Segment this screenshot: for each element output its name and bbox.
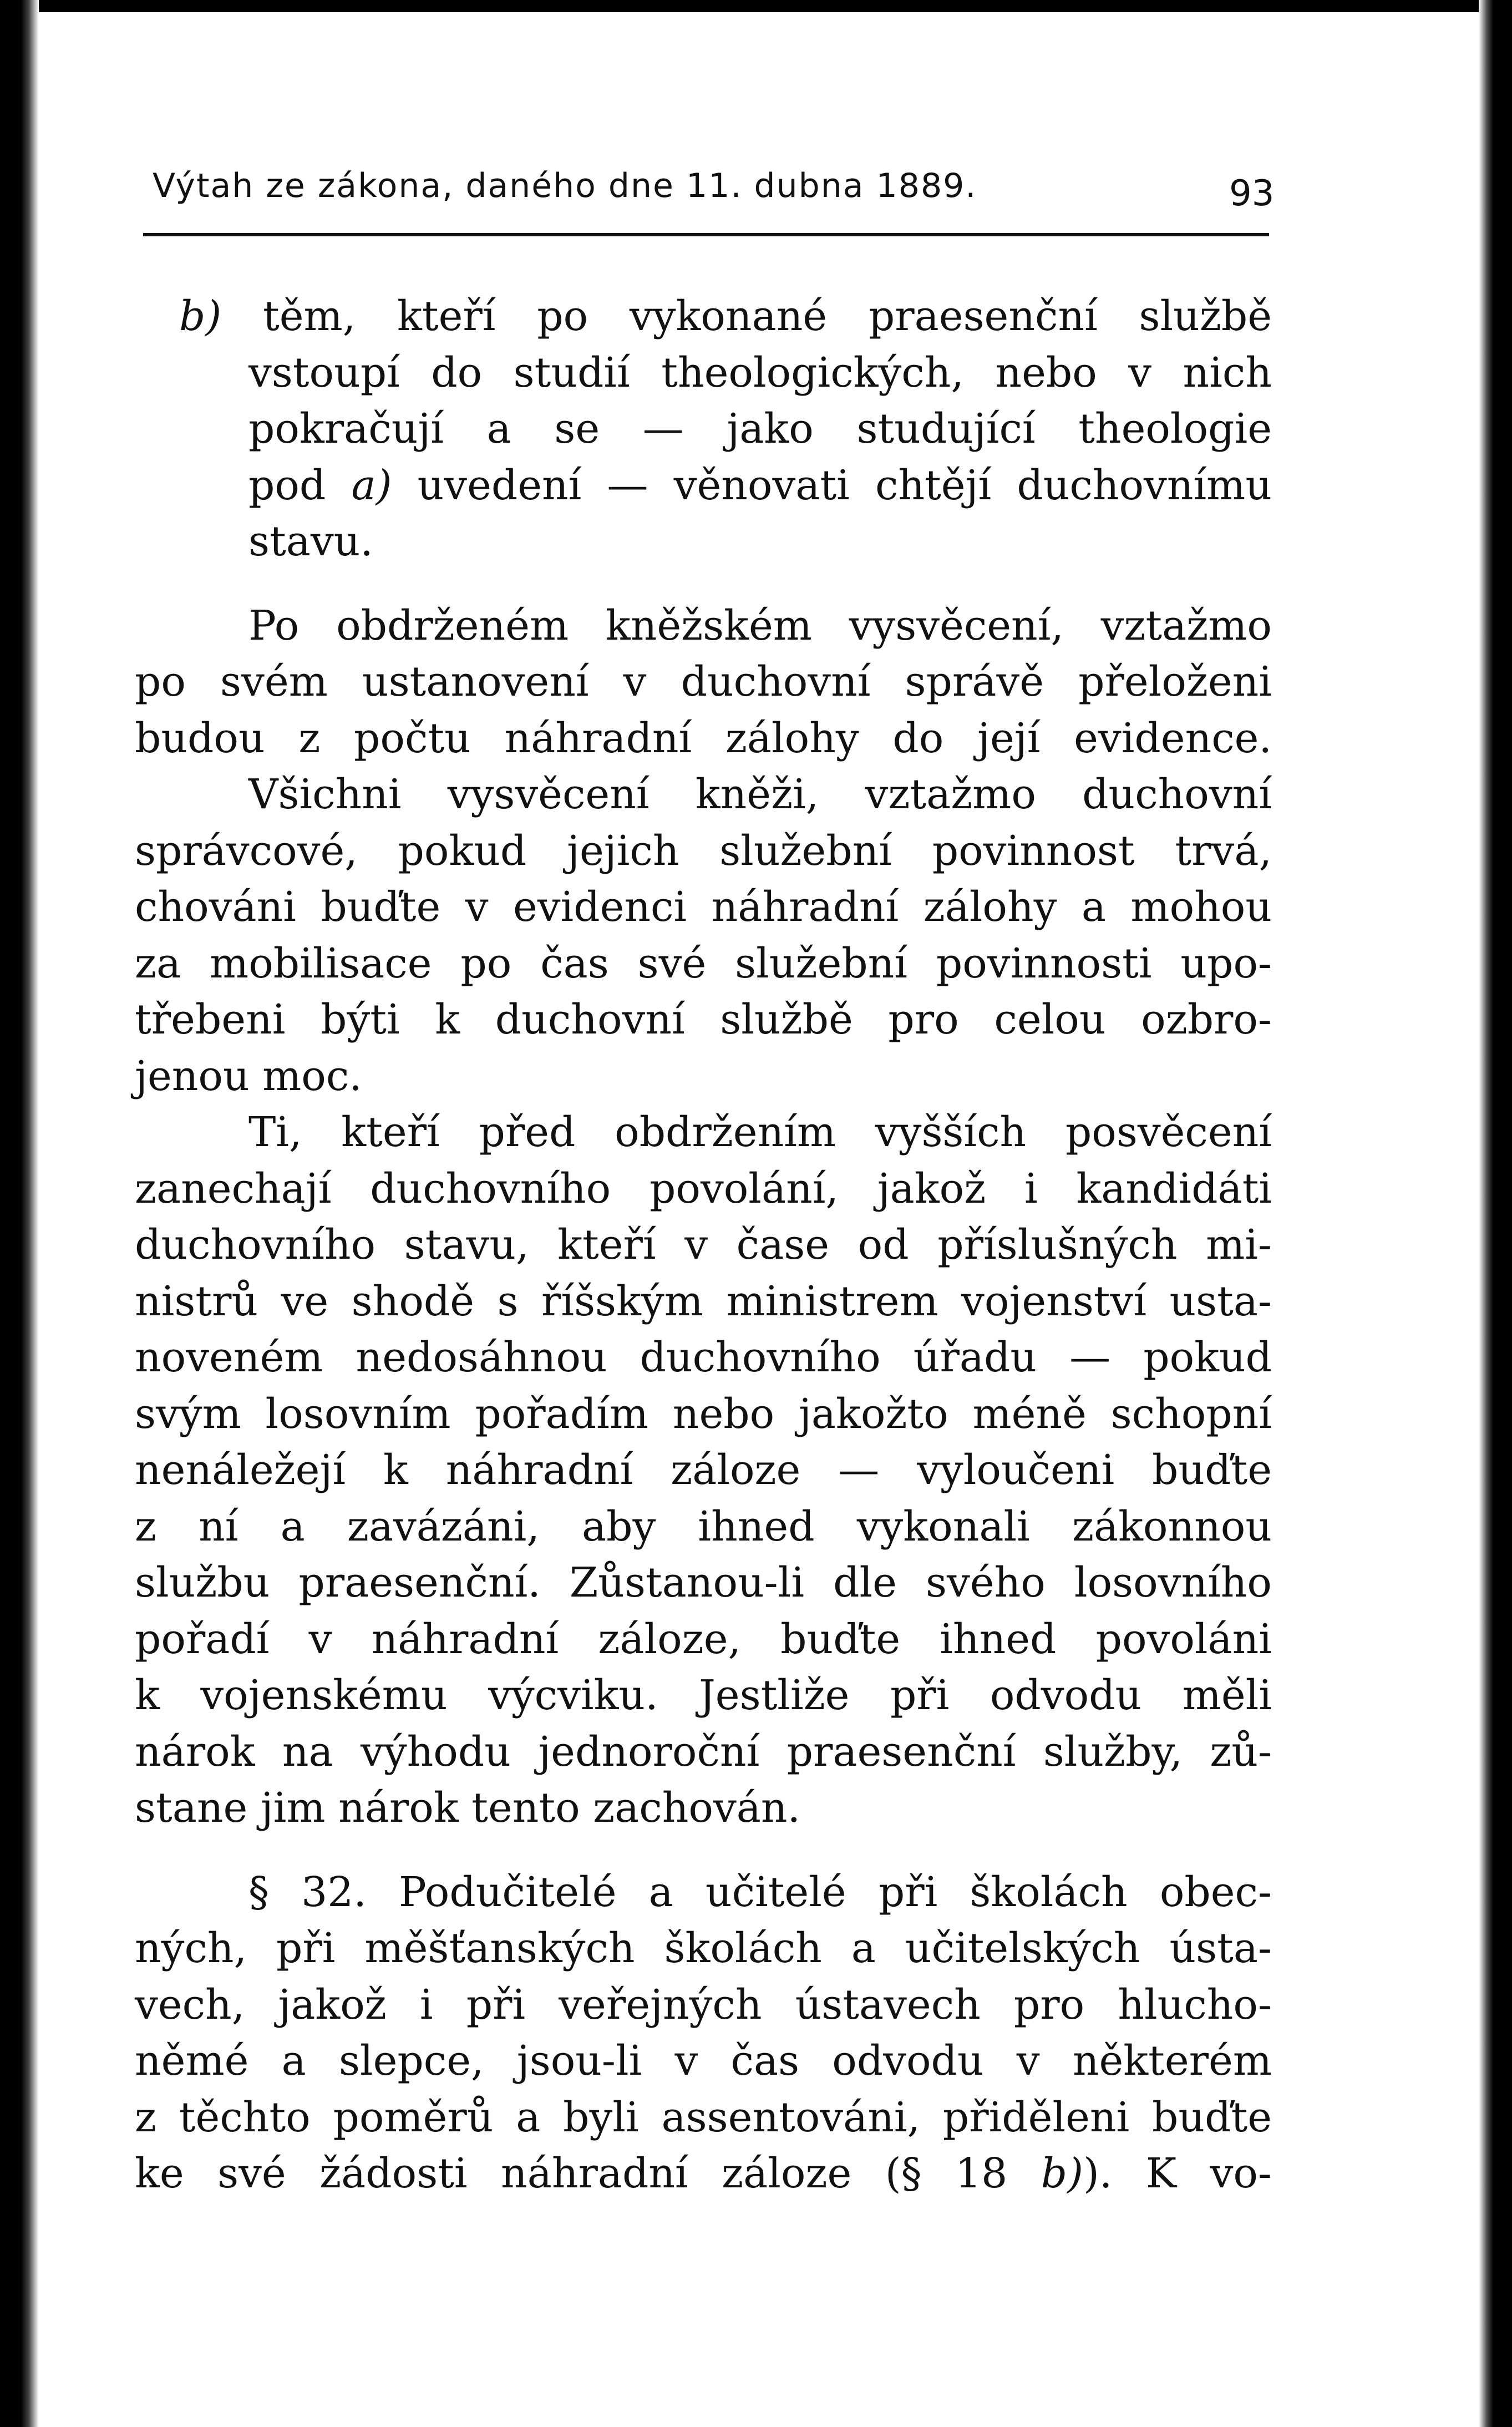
paragraph-2-line: Všichni vysvěcení kněži, vztažmo duchovní <box>248 771 1272 818</box>
paragraph-b-line: pod a) uvedení — věnovati chtějí duchovnímu <box>248 461 1272 509</box>
paragraph-3-line: duchovního stavu, kteří v čase od příslušných mi- <box>135 1221 1272 1269</box>
paragraph-2-line: jenou moc. <box>135 1052 362 1100</box>
paragraph-3-line: z ní a zavázáni, aby ihned vykonali zákonnou <box>135 1502 1272 1551</box>
paragraph-1-line: Po obdrženém kněžském vysvěcení, vztažmo <box>248 601 1272 650</box>
paragraph-1-line: budou z počtu náhradní zálohy do její evidence. <box>135 714 1272 762</box>
section-32-line: z těchto poměrů a byli assentováni, přiděleni buďte <box>135 2093 1272 2141</box>
paragraph-3-line: zanechají duchovního povolání, jakož i kandidáti <box>135 1164 1272 1213</box>
paragraph-2-line: chováni buďte v evidenci náhradní zálohy a mohou <box>135 883 1272 931</box>
section-gap <box>135 1837 1272 1864</box>
paragraph-gap <box>135 570 1272 598</box>
paragraph-2-line: správcové, pokud jejich služební povinnost trvá, <box>135 827 1272 875</box>
paragraph-b-line: vstoupí do studií theologických, nebo v nich <box>248 348 1272 397</box>
paragraph-3-line: Ti, kteří před obdržením vyšších posvěcení <box>248 1108 1272 1156</box>
paragraph-3-line: k vojenskému výcviku. Jestliže při odvodu měli <box>135 1671 1272 1719</box>
paragraph-2-line: třebeni býti k duchovní službě pro celou ozbro- <box>135 996 1272 1043</box>
paragraph-2-line: za mobilisace po čas své služební povinnosti upo- <box>135 939 1272 987</box>
paragraph-b-line: pokračují a se — jako studující theologie <box>248 405 1272 453</box>
list-marker-b: b) <box>179 292 222 340</box>
running-title: Výtah ze zákona, daného dne 11. dubna 1889. <box>153 166 977 205</box>
header-rule <box>143 233 1269 236</box>
paragraph-b-line: stavu. <box>248 518 373 565</box>
paragraph-3-line: pořadí v náhradní záloze, buďte ihned povoláni <box>135 1615 1272 1663</box>
paragraph-3-line: nenáležejí k náhradní záloze — vyloučeni buďte <box>135 1446 1272 1494</box>
section-32-line: ke své žádosti náhradní záloze (§ 18 b)). K vo- <box>135 2150 1272 2197</box>
paragraph-3-line: stane jim nárok tento zachován. <box>135 1784 801 1832</box>
page-body <box>135 288 1272 2202</box>
page-number: 93 <box>1229 173 1275 214</box>
section-32-line: ných, při měšťanských školách a učitelských ústa- <box>135 1924 1272 1972</box>
section-32-line: vech, jakož i při veřejných ústavech pro hlucho- <box>135 1980 1272 2029</box>
paragraph-3-line: nistrů ve shodě s říšským ministrem vojenství usta- <box>135 1277 1272 1325</box>
reference-b: b) <box>1041 2150 1083 2197</box>
paragraph-3-line: službu praesenční. Zůstanou-li dle svého losovního <box>135 1559 1272 1607</box>
paragraph-b-line: b) těm, kteří po vykonané praesenční službě <box>179 292 1272 340</box>
paragraph-3-line: nárok na výhodu jednoroční praesenční služby, zů- <box>135 1727 1272 1776</box>
section-32-line: němé a slepce, jsou-li v čas odvodu v některém <box>135 2037 1272 2085</box>
section-32-line: § 32. Podučitelé a učitelé při školách obec- <box>248 1868 1272 1916</box>
paragraph-3-line: svým losovním pořadím nebo jakožto méně schopní <box>135 1390 1272 1438</box>
paragraph-3-line: noveném nedosáhnou duchovního úřadu — pokud <box>135 1334 1272 1381</box>
scan-edge-left <box>0 0 39 2427</box>
paragraph-1-line: po svém ustanovení v duchovní správě přeloženi <box>135 658 1272 706</box>
scan-edge-right <box>1479 0 1512 2427</box>
reference-a: a) <box>351 461 392 509</box>
scan-edge-top <box>0 0 1512 12</box>
